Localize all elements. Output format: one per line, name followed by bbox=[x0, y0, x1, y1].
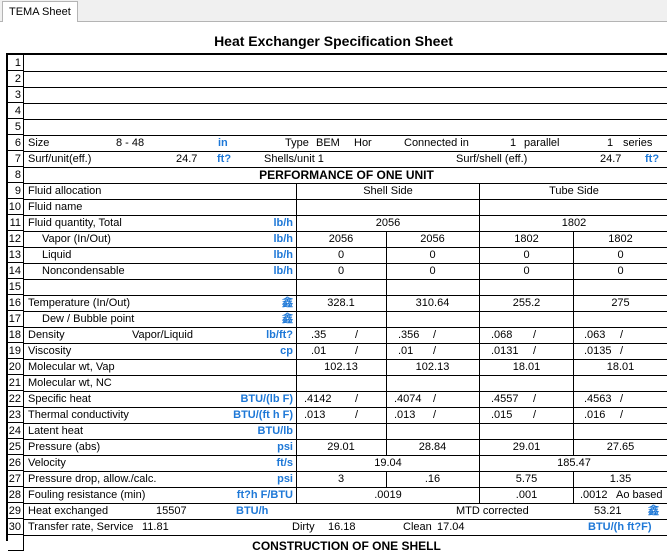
heat-exchanged-unit: BTU/h bbox=[236, 505, 269, 517]
row-22: 22 Specific heat BTU/(lb F) .4142 / .4074 / .4557 / .4563 / bbox=[8, 391, 667, 407]
tube-fouling-value-2[interactable]: .0012 bbox=[580, 489, 608, 501]
separator: / bbox=[433, 409, 437, 421]
row-27: 27 Pressure drop, allow./calc. psi 3 .16 5.75 1.35 bbox=[8, 471, 667, 487]
surf-shell-unit: ft? bbox=[645, 153, 660, 165]
tube-in-value[interactable]: .015 bbox=[491, 409, 513, 421]
transfer-rate-label: Transfer rate, Service bbox=[28, 521, 134, 533]
row-1: 1 bbox=[8, 55, 667, 71]
tube-calc-value[interactable]: 1.35 bbox=[609, 473, 632, 485]
dirty-label: Dirty bbox=[292, 521, 315, 533]
row-26: 26 Velocity ft/s 19.04 185.47 bbox=[8, 455, 667, 471]
fluid-name-label: Fluid name bbox=[28, 201, 83, 213]
row-30: 30 Transfer rate, Service 11.81 Dirty 16.18 Clean 17.04 BTU/(h ft?F) bbox=[8, 519, 667, 535]
tube-out-value[interactable]: .063 bbox=[584, 329, 606, 341]
separator: / bbox=[433, 329, 437, 341]
tube-in-value[interactable]: 18.01 bbox=[512, 361, 541, 373]
sheet-tab-bar bbox=[0, 0, 667, 22]
tube-out-value[interactable]: .0135 bbox=[584, 345, 612, 357]
clean-value[interactable]: 17.04 bbox=[437, 521, 465, 533]
noncondensable-label: Noncondensable bbox=[42, 265, 125, 277]
viscosity-label: Viscosity bbox=[28, 345, 72, 357]
dew-bubble-label: Dew / Bubble point bbox=[42, 313, 135, 325]
separator: / bbox=[533, 329, 537, 341]
pressure-drop-unit: psi bbox=[277, 473, 293, 485]
separator: / bbox=[533, 409, 537, 421]
shell-fouling-value[interactable]: .0019 bbox=[374, 489, 402, 501]
separator: / bbox=[620, 409, 624, 421]
surf-shell-value[interactable]: 24.7 bbox=[600, 153, 622, 165]
tube-in-value[interactable]: 0 bbox=[523, 265, 530, 277]
shell-out-value[interactable]: 0 bbox=[429, 249, 436, 261]
specific-heat-label: Specific heat bbox=[28, 393, 91, 405]
tube-out-value[interactable]: .4563 bbox=[584, 393, 612, 405]
fouling-unit: ft?h F/BTU bbox=[236, 489, 293, 501]
liquid-label: Liquid bbox=[42, 249, 72, 261]
row-12: 12 Vapor (In/Out) lb/h 2056 2056 1802 1802 bbox=[8, 231, 667, 247]
shell-velocity-value[interactable]: 19.04 bbox=[374, 457, 402, 469]
thermal-conductivity-unit: BTU/(ft h F) bbox=[233, 409, 293, 421]
parallel-label: parallel bbox=[524, 137, 560, 149]
tube-in-value[interactable]: .068 bbox=[491, 329, 513, 341]
orientation-value[interactable]: Hor bbox=[354, 137, 372, 149]
tube-in-value[interactable]: .4557 bbox=[491, 393, 519, 405]
mol-wt-vap-label: Molecular wt, Vap bbox=[28, 361, 115, 373]
surf-unit-value[interactable]: 24.7 bbox=[176, 153, 198, 165]
separator: / bbox=[355, 393, 359, 405]
separator: / bbox=[355, 345, 359, 357]
pressure-label: Pressure (abs) bbox=[28, 441, 101, 453]
mtd-label: MTD corrected bbox=[456, 505, 529, 517]
row-18: 18 Density Vapor/Liquid lb/ft? .35 / .356 / .068 / .063 / bbox=[8, 327, 667, 343]
row-17: 17 Dew / Bubble point 鑫 bbox=[8, 311, 667, 327]
tab-tema-sheet[interactable]: TEMA Sheet bbox=[2, 1, 78, 22]
row-21: 21 Molecular wt, NC bbox=[8, 375, 667, 391]
shell-out-value[interactable]: 310.64 bbox=[415, 297, 450, 309]
clean-label: Clean bbox=[403, 521, 432, 533]
shell-in-value[interactable]: 2056 bbox=[328, 233, 354, 245]
row-11: 11 Fluid quantity, Total lb/h 2056 1802 bbox=[8, 215, 667, 231]
shell-in-value[interactable]: 0 bbox=[337, 265, 345, 277]
fluid-quantity-unit: lb/h bbox=[273, 217, 293, 229]
size-label: Size bbox=[28, 137, 50, 149]
parallel-count[interactable]: 1 bbox=[510, 137, 517, 149]
temperature-label: Temperature (In/Out) bbox=[28, 297, 131, 309]
dirty-value[interactable]: 16.18 bbox=[328, 521, 356, 533]
performance-header: PERFORMANCE OF ONE UNIT bbox=[259, 168, 434, 182]
tube-out-value[interactable]: 275 bbox=[611, 297, 630, 309]
shell-in-value[interactable]: .35 bbox=[311, 329, 327, 341]
liquid-unit: lb/h bbox=[273, 249, 293, 261]
separator: / bbox=[620, 393, 624, 405]
row-15: 15 bbox=[8, 279, 667, 295]
tube-fouling-value[interactable]: .001 bbox=[515, 489, 538, 501]
velocity-label: Velocity bbox=[28, 457, 66, 469]
shell-out-value[interactable]: .013 bbox=[394, 409, 416, 421]
shell-in-value[interactable]: 328.1 bbox=[327, 297, 355, 309]
row-20: 20 Molecular wt, Vap 102.13 102.13 18.01 18.01 bbox=[8, 359, 667, 375]
surf-unit-unit: ft? bbox=[217, 153, 232, 165]
row-7-surf: 7 Surf/unit(eff.) 24.7 ft? Shells/unit 1 Surf/shell (eff.) 24.7 ft? bbox=[8, 151, 667, 167]
surf-shell-label: Surf/shell (eff.) bbox=[456, 153, 528, 165]
row-28: 28 Fouling resistance (min) ft?h F/BTU .0019 .001 .0012 Ao based bbox=[8, 487, 667, 503]
temperature-unit: 鑫 bbox=[282, 297, 293, 309]
separator: / bbox=[620, 329, 624, 341]
transfer-rate-unit: BTU/(h ft?F) bbox=[588, 521, 652, 533]
row-23: 23 Thermal conductivity BTU/(ft h F) .013 / .013 / .015 / .016 / bbox=[8, 407, 667, 423]
row-13: 13 Liquid lb/h 0 0 0 0 bbox=[8, 247, 667, 263]
tube-out-value[interactable]: 1802 bbox=[608, 233, 633, 245]
page-title: Heat Exchanger Specification Sheet bbox=[214, 33, 453, 49]
row-24: 24 Latent heat BTU/lb bbox=[8, 423, 667, 439]
viscosity-unit: cp bbox=[280, 345, 293, 357]
row-5: 5 bbox=[8, 119, 667, 135]
tube-in-value[interactable]: 1802 bbox=[514, 233, 539, 245]
density-label: Density bbox=[28, 329, 65, 341]
series-count[interactable]: 1 bbox=[607, 137, 614, 149]
tube-in-value[interactable]: 255.2 bbox=[512, 297, 541, 309]
shell-out-value[interactable]: .4074 bbox=[394, 393, 422, 405]
pressure-drop-label: Pressure drop, allow./calc. bbox=[28, 473, 157, 485]
shells-per-unit[interactable]: Shells/unit 1 bbox=[264, 153, 324, 165]
shell-total-value[interactable]: 2056 bbox=[375, 217, 401, 229]
shell-side-header: Shell Side bbox=[363, 185, 413, 197]
shell-out-value[interactable]: .356 bbox=[398, 329, 420, 341]
row-14: 14 Noncondensable lb/h 0 0 0 0 bbox=[8, 263, 667, 279]
row-8-header: 8 PERFORMANCE OF ONE UNIT bbox=[8, 167, 667, 183]
tube-velocity-value[interactable]: 185.47 bbox=[557, 457, 591, 469]
tube-in-value[interactable]: .0131 bbox=[491, 345, 519, 357]
vapor-unit: lb/h bbox=[273, 233, 293, 245]
shell-out-value[interactable]: 28.84 bbox=[418, 441, 447, 453]
type-label: Type bbox=[285, 137, 309, 149]
spec-sheet bbox=[6, 53, 667, 553]
separator: / bbox=[433, 345, 437, 357]
latent-heat-label: Latent heat bbox=[28, 425, 84, 437]
velocity-unit: ft/s bbox=[276, 457, 293, 469]
tube-side-header: Tube Side bbox=[549, 185, 599, 197]
heat-exchanged-value[interactable]: 15507 bbox=[156, 505, 187, 517]
tube-in-value[interactable]: 0 bbox=[523, 249, 530, 261]
shell-in-value[interactable]: 0 bbox=[337, 249, 345, 261]
size-value[interactable]: 8 - 48 bbox=[116, 137, 145, 149]
row-16: 16 Temperature (In/Out) 鑫 328.1 310.64 255.2 275 bbox=[8, 295, 667, 311]
row-10: 10 Fluid name bbox=[8, 199, 667, 215]
tube-out-value[interactable]: 27.65 bbox=[606, 441, 635, 453]
separator: / bbox=[533, 345, 537, 357]
heat-exchanged-label: Heat exchanged bbox=[28, 505, 109, 517]
row-29: 29 Heat exchanged 15507 BTU/h MTD corrected 53.21 鑫 bbox=[8, 503, 667, 519]
density-phase-label: Vapor/Liquid bbox=[132, 329, 193, 341]
vapor-label: Vapor (In/Out) bbox=[42, 233, 111, 245]
size-unit: in bbox=[218, 137, 228, 149]
tube-allow-value[interactable]: 5.75 bbox=[515, 473, 538, 485]
shell-out-value[interactable]: 2056 bbox=[420, 233, 445, 245]
surf-unit-label: Surf/unit(eff.) bbox=[28, 153, 92, 165]
shell-in-value[interactable]: .01 bbox=[311, 345, 327, 357]
row-4: 4 bbox=[8, 103, 667, 119]
tube-out-value[interactable]: .016 bbox=[584, 409, 606, 421]
row-3: 3 bbox=[8, 87, 667, 103]
shell-out-value[interactable]: 102.13 bbox=[415, 361, 450, 373]
shell-in-value[interactable]: .4142 bbox=[304, 393, 332, 405]
series-label: series bbox=[623, 137, 653, 149]
ao-based-label: Ao based bbox=[616, 489, 663, 501]
fluid-allocation-label: Fluid allocation bbox=[28, 185, 102, 197]
row-19: 19 Viscosity cp .01 / .01 / .0131 / .0135 / bbox=[8, 343, 667, 359]
separator: / bbox=[533, 393, 537, 405]
service-value[interactable]: 11.81 bbox=[142, 521, 169, 533]
mtd-unit: 鑫 bbox=[648, 505, 659, 517]
row-6-size: 6 Size 8 - 48 in Type BEM Hor Connected in 1 parallel 1 series bbox=[8, 135, 667, 151]
shell-out-value[interactable]: 0 bbox=[429, 265, 436, 277]
separator: / bbox=[355, 409, 359, 421]
tube-in-value[interactable]: 29.01 bbox=[512, 441, 541, 453]
fouling-label: Fouling resistance (min) bbox=[28, 489, 146, 501]
connected-label: Connected in bbox=[404, 137, 469, 149]
thermal-conductivity-label: Thermal conductivity bbox=[28, 409, 129, 421]
row-9: 9 Fluid allocation Shell Side Tube Side bbox=[8, 183, 667, 199]
shell-in-value[interactable]: 102.13 bbox=[324, 361, 358, 373]
tube-total-value[interactable]: 1802 bbox=[561, 217, 587, 229]
latent-heat-unit: BTU/lb bbox=[257, 425, 293, 437]
specific-heat-unit: BTU/(lb F) bbox=[240, 393, 293, 405]
tube-out-value[interactable]: 0 bbox=[617, 249, 624, 261]
row-31 bbox=[8, 535, 667, 551]
fluid-quantity-label: Fluid quantity, Total bbox=[28, 217, 122, 229]
separator: / bbox=[620, 345, 624, 357]
separator: / bbox=[433, 393, 437, 405]
tube-out-value[interactable]: 18.01 bbox=[606, 361, 635, 373]
shell-out-value[interactable]: .01 bbox=[398, 345, 414, 357]
row-2: 2 bbox=[8, 71, 667, 87]
row-25: 25 Pressure (abs) psi 29.01 28.84 29.01 27.65 bbox=[8, 439, 667, 455]
mol-wt-nc-label: Molecular wt, NC bbox=[28, 377, 112, 389]
noncondensable-unit: lb/h bbox=[273, 265, 293, 277]
density-unit: lb/ft? bbox=[266, 329, 293, 341]
construction-header: CONSTRUCTION OF ONE SHELL bbox=[252, 539, 441, 553]
shell-allow-value[interactable]: 3 bbox=[337, 473, 345, 485]
type-value[interactable]: BEM bbox=[316, 137, 340, 149]
tube-out-value[interactable]: 0 bbox=[617, 265, 624, 277]
shell-in-value[interactable]: .013 bbox=[304, 409, 326, 421]
separator: / bbox=[355, 329, 359, 341]
pressure-unit: psi bbox=[277, 441, 293, 453]
mtd-value[interactable]: 53.21 bbox=[594, 505, 622, 517]
shell-calc-value[interactable]: .16 bbox=[424, 473, 441, 485]
shell-in-value[interactable]: 29.01 bbox=[327, 441, 355, 453]
dew-bubble-unit: 鑫 bbox=[282, 313, 293, 325]
